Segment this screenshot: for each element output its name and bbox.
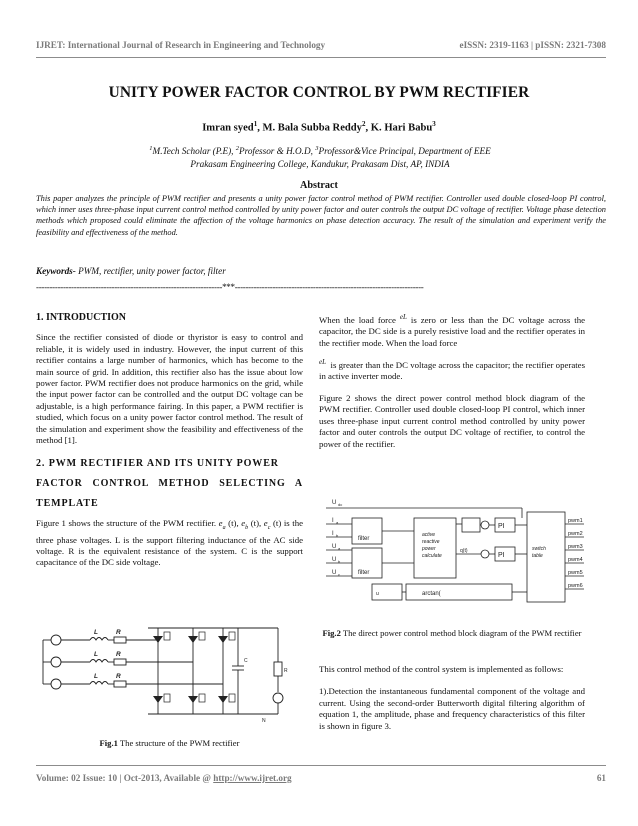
svg-text:R: R (116, 673, 121, 680)
right-paragraph-4: This control method of the control system is implemented as follows: (319, 664, 564, 674)
section-separator: ---------------------------------------------------------------------***---------------------------------------------------------------------- (36, 282, 424, 292)
affil-text-1: M.Tech Scholar (P.E), (152, 146, 236, 157)
svg-text:filter: filter (358, 570, 370, 576)
s2-text-c: (t), (248, 518, 264, 529)
right-paragraph-2 (319, 357, 585, 383)
affil-sup-2: 2 (235, 145, 239, 152)
affil-sup-1: 1 (149, 145, 153, 152)
r-p1-a: When the load force (319, 314, 396, 325)
svg-text:power: power (422, 546, 436, 552)
footer-rule (36, 765, 606, 766)
svg-text:C: C (244, 658, 248, 664)
svg-text:calculate: calculate (422, 553, 442, 559)
s2-text-a: Figure 1 shows the structure of the PWM rectifier. (36, 518, 219, 529)
s2-eb: e (241, 518, 246, 529)
svg-text:pwm6: pwm6 (568, 583, 583, 589)
svg-text:pwm4: pwm4 (568, 557, 583, 563)
svg-text:L: L (94, 673, 98, 680)
keywords (36, 266, 606, 276)
affiliation-line-1 (40, 142, 600, 158)
svg-text:pwm5: pwm5 (568, 570, 583, 576)
intro-heading: 1. INTRODUCTION (36, 312, 127, 323)
author-2-sup: 2 (361, 120, 366, 128)
affil-text-3: Professor&Vice Principal, Department of EEE (318, 146, 491, 157)
abstract-body: This paper analyzes the principle of PWM rectifier and presents a unity power factor control method of PWM rectifier. Controller used double closed-loop PI control, which inner uses three-phase input current control method controlled by unity power factor and outer controls the output DC voltage of rectifier. Voltage phase detection methods which proposed could eliminate the affection of the voltage harmonics on phase detection accuracy. The result of the simulation and experiment verify the feasibility and effectiveness of the method. (36, 194, 606, 237)
svg-text:dc: dc (338, 502, 343, 507)
svg-text:active: active (422, 532, 436, 538)
r-p2: is greater than the DC voltage across the capacitor; the rectifier operates in active inverter mode. (319, 360, 585, 382)
svg-text:R: R (116, 651, 121, 658)
author-line (0, 120, 638, 134)
author-3-sup: 3 (432, 120, 436, 128)
issn: eISSN: 2319-1163 | pISSN: 2321-7308 (459, 40, 606, 50)
author-1: Imran syed (202, 122, 254, 134)
svg-text:R: R (116, 629, 121, 636)
fig2-caption (319, 628, 585, 638)
section2-heading-line-1: 2. PWM RECTIFIER AND ITS UNITY POWER (36, 458, 279, 470)
s2-text-d: (t) is the three phase voltages. L is the support filtering inductance of the AC side voltage. R is the equivalent resistance of the system. C is the support capacitance of the DC side voltage. (36, 518, 304, 568)
s2-ec-sub: c (267, 525, 271, 532)
keywords-label: Keywords- (36, 266, 76, 276)
fig1-caption-text: The structure of the PWM rectifier (117, 738, 240, 748)
svg-text:filter: filter (358, 536, 370, 542)
svg-text:reactive: reactive (422, 539, 440, 545)
svg-text:a: a (336, 520, 339, 525)
journal-name: IJRET: International Journal of Research in Engineering and Technology (36, 40, 326, 50)
s2-ea-sub: a (222, 525, 226, 532)
footer-volume: Volume: 02 Issue: 10 | Oct-2013, Available @ (36, 773, 214, 783)
svg-text:pwm3: pwm3 (568, 544, 583, 550)
fig2-label: Fig.2 (322, 628, 341, 638)
svg-text:PI: PI (498, 523, 505, 530)
svg-text:U: U (332, 570, 337, 576)
svg-text:U: U (332, 544, 337, 550)
svg-text:q(t): q(t) (460, 548, 468, 554)
s2-ea: e (218, 518, 223, 529)
author-3: , K. Hari Babu (365, 122, 433, 134)
section2-heading-line-3: TEMPLATE (36, 498, 99, 510)
el-symbol-2: eL (319, 358, 326, 367)
svg-text:pwm2: pwm2 (568, 531, 583, 537)
right-paragraph-5: 1).Detection the instantaneous fundamental component of the voltage and current. Using the second-order Butterworth digital filtering algorithm of equation 1, the amplitude, phase and frequency characteristics of this filter is shown in figure 3. (319, 686, 585, 731)
section2-paragraph (36, 518, 303, 568)
svg-text:I: I (332, 518, 334, 524)
el-symbol-1: eL (399, 313, 407, 321)
svg-text:u: u (376, 591, 379, 597)
fig2-caption-text: The direct power control method block diagram of the PWM rectifier (340, 628, 582, 638)
right-column-lower (319, 664, 585, 732)
author-1-sup: 1 (253, 120, 258, 128)
s2-ec: e (263, 518, 268, 529)
affil-sup-3: 3 (315, 145, 319, 152)
paper-title: UNITY POWER FACTOR CONTROL BY PWM RECTIFIER (108, 84, 530, 101)
author-2: , M. Bala Subba Reddy (257, 122, 362, 134)
section2-heading (36, 454, 303, 514)
page-number: 61 (596, 773, 606, 783)
fig1-circuit-diagram (38, 622, 304, 726)
header-rule (36, 57, 606, 58)
svg-text:U: U (332, 557, 337, 563)
s2-eb-sub: b (245, 525, 249, 532)
right-column (319, 312, 585, 450)
svg-text:b: b (338, 559, 341, 564)
svg-text:b: b (336, 533, 339, 538)
svg-text:U: U (332, 500, 337, 506)
svg-text:L: L (94, 651, 98, 658)
fig2-block-diagram (322, 494, 592, 610)
svg-text:pwm1: pwm1 (568, 518, 583, 524)
svg-text:PI: PI (498, 552, 505, 559)
fig1-label: Fig.1 (99, 738, 118, 748)
svg-text:switch: switch (532, 546, 546, 552)
running-footer (36, 773, 606, 783)
affiliation-line-2: Prakasam Engineering College, Kandukur, Prakasam Dist, AP, INDIA (190, 159, 450, 170)
affil-text-2: Professor & H.O.D, (238, 146, 316, 157)
svg-text:table: table (532, 553, 543, 559)
svg-text:c: c (338, 572, 340, 577)
svg-text:N: N (262, 718, 266, 724)
fig1-caption (36, 738, 303, 748)
svg-text:a: a (338, 546, 341, 551)
left-column (36, 312, 303, 569)
svg-text:I: I (332, 531, 334, 537)
svg-text:L: L (94, 629, 98, 636)
right-paragraph-1 (319, 312, 585, 349)
svg-text:R: R (284, 668, 288, 674)
abstract-heading: Abstract (300, 180, 338, 191)
footer-left (36, 773, 292, 783)
running-header (36, 40, 606, 50)
intro-paragraph: Since the rectifier consisted of diode or thyristor is easy to control and reliable, it is widely used in industry. However, the input current of this rectifier contains a large number of harmonics, which has become to the main source of grid. In addition, this rectifier also has the issue about low power factor. PWM rectifier does not produce harmonics on the grid, while the input power factor can be controlled and the output DC voltage can be adjustable, is a high performance fairing. In this paper, a PWM rectifier is studied, which focus on a unity power factor control method. The result of the simulation and experiment show the feasibility and effectiveness of the method [1]. (36, 332, 303, 446)
footer-link[interactable]: http://www.ijret.org (213, 773, 292, 783)
affiliation (40, 142, 600, 171)
r-p1-b: is zero or less than the DC voltage across the capacitor, the DC side is a purely resistive load and the rectifier operates in the rectifier mode. When the load force (319, 314, 585, 348)
right-paragraph-3: Figure 2 shows the direct power control method block diagram of the PWM rectifier. Controller used double closed-loop PI control, which inner uses three-phase input current control method controlled by unity power factor and outer controls the output DC voltage of rectifier, to control the power of the rectifier. (319, 392, 585, 449)
keywords-text: PWM, rectifier, unity power factor, filter (75, 266, 226, 276)
svg-text:arctan(: arctan( (422, 591, 441, 597)
section2-heading-line-2: FACTOR CONTROL METHOD SELECTING A (36, 478, 303, 490)
s2-text-b: (t), (225, 518, 242, 529)
